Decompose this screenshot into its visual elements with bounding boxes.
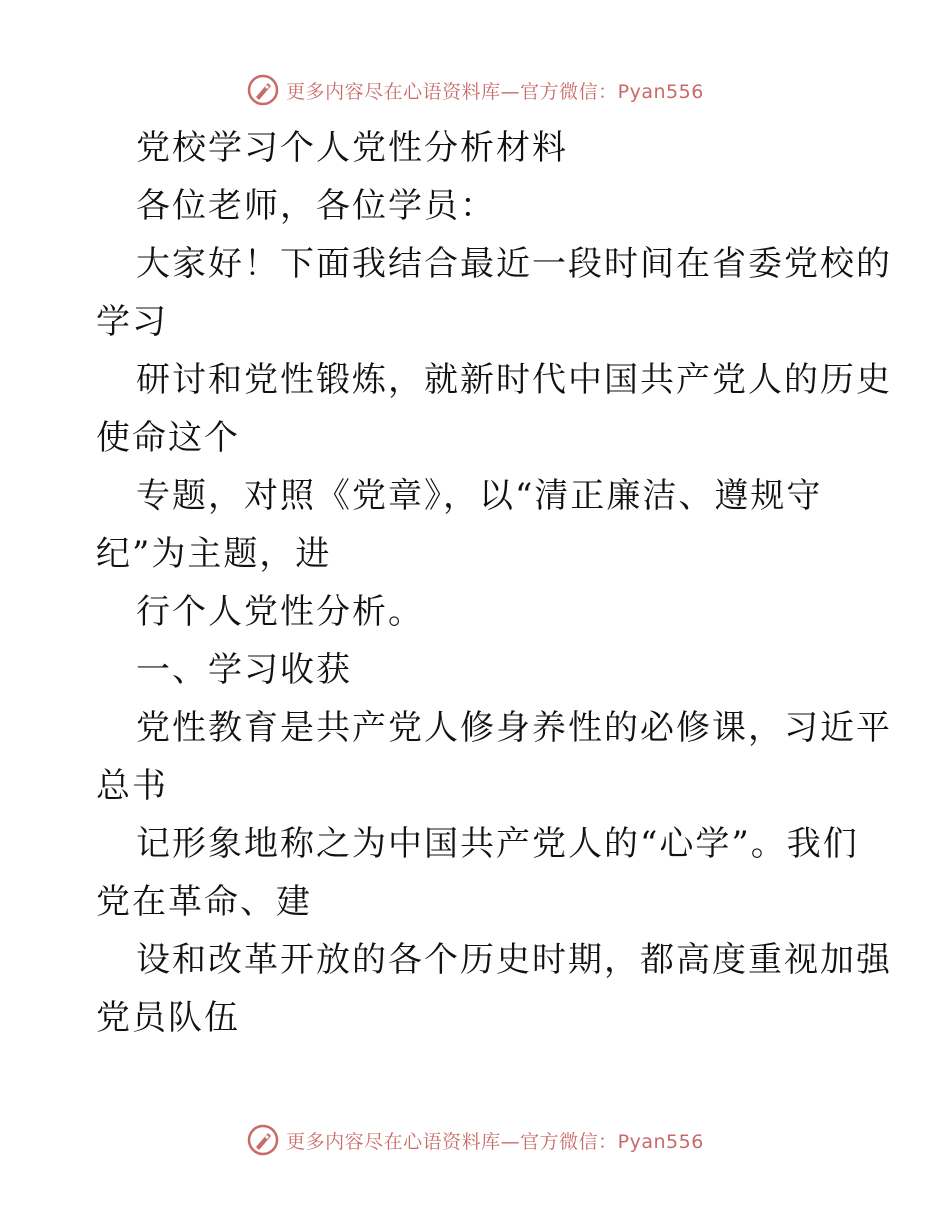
document-line: 学习 (96, 302, 168, 342)
header-watermark-banner (0, 70, 950, 110)
pen-nib-logo-icon (246, 73, 280, 107)
document-line: 党员队伍 (96, 998, 240, 1038)
document-line: 党校学习个人党性分析材料 (136, 128, 568, 168)
document-line: 党性教育是共产党人修身养性的必修课，习近平 (136, 708, 892, 748)
footer-watermark-banner (0, 1120, 950, 1160)
document-line: 行个人党性分析。 (136, 592, 424, 632)
document-line: 大家好！下面我结合最近一段时间在省委党校的 (136, 244, 892, 284)
header-banner-text: 更多内容尽在心语资料库—官方微信：Pyan556 (286, 80, 704, 103)
document-line: 专题，对照《党章》，以“清正廉洁、遵规守 (136, 476, 823, 516)
document-line: 总书 (96, 766, 168, 806)
document-line: 各位老师，各位学员： (136, 186, 496, 226)
document-line: 纪”为主题，进 (96, 534, 332, 574)
document-line: 研讨和党性锻炼，就新时代中国共产党人的历史 (136, 360, 892, 400)
footer-banner-text: 更多内容尽在心语资料库—官方微信：Pyan556 (286, 1130, 704, 1153)
document-line: 设和改革开放的各个历史时期，都高度重视加强 (136, 940, 892, 980)
document-body (96, 119, 892, 1047)
pen-nib-logo-icon (246, 1123, 280, 1157)
document-line: 党在革命、建 (96, 882, 312, 922)
document-line: 使命这个 (96, 418, 240, 458)
document-line: 一、学习收获 (136, 650, 352, 690)
document-line: 记形象地称之为中国共产党人的“心学”。我们 (136, 824, 859, 864)
